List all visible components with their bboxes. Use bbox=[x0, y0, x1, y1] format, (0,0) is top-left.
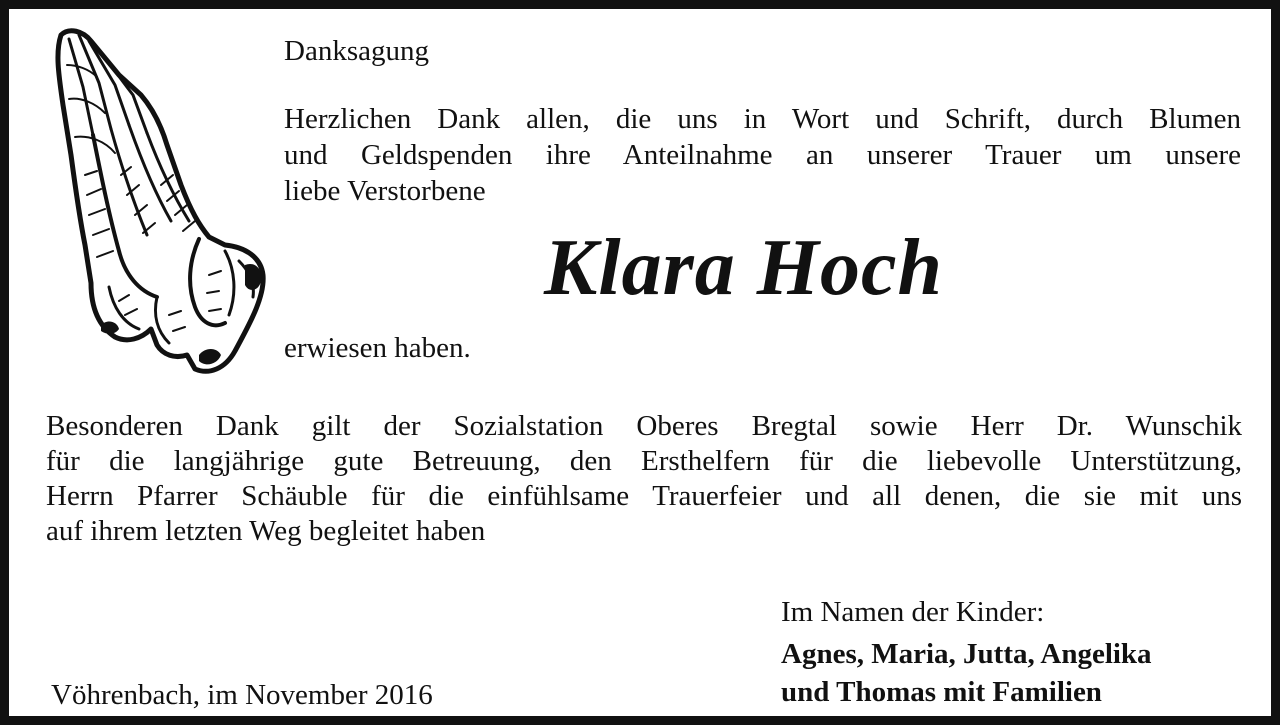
heading: Danksagung bbox=[284, 35, 429, 67]
thanks-paragraph bbox=[46, 409, 1242, 549]
signers-line: Agnes, Maria, Jutta, Angelika bbox=[781, 638, 1152, 670]
thanks-line: auf ihrem letzten Weg begleitet haben bbox=[46, 515, 486, 547]
place-date: Vöhrenbach, im November 2016 bbox=[51, 679, 433, 711]
intro-line: liebe Verstorbene bbox=[284, 175, 486, 207]
deceased-name: Klara Hoch bbox=[544, 224, 943, 312]
intro-text bbox=[284, 101, 1241, 209]
signature-intro: Im Namen der Kinder: bbox=[781, 596, 1045, 628]
thanks-line: für die langjährige gute Betreuung, den Ersthelfern für die liebevolle Unterstützung, bbox=[46, 445, 1242, 477]
intro-line: Herzlichen Dank allen, die uns in Wort und Schrift, durch Blumen bbox=[284, 103, 1241, 135]
intro-end: erwiesen haben. bbox=[284, 332, 471, 364]
thanks-line: Herrn Pfarrer Schäuble für die einfühlsame Trauerfeier und all denen, die sie mit uns bbox=[46, 480, 1242, 512]
thanks-line: Besonderen Dank gilt der Sozialstation Oberes Bregtal sowie Herr Dr. Wunschik bbox=[46, 410, 1242, 442]
intro-line: und Geldspenden ihre Anteilnahme an unserer Trauer um unsere bbox=[284, 139, 1241, 171]
signers bbox=[781, 635, 1152, 711]
signers-line: und Thomas mit Familien bbox=[781, 676, 1102, 708]
praying-hands-icon bbox=[49, 25, 271, 377]
